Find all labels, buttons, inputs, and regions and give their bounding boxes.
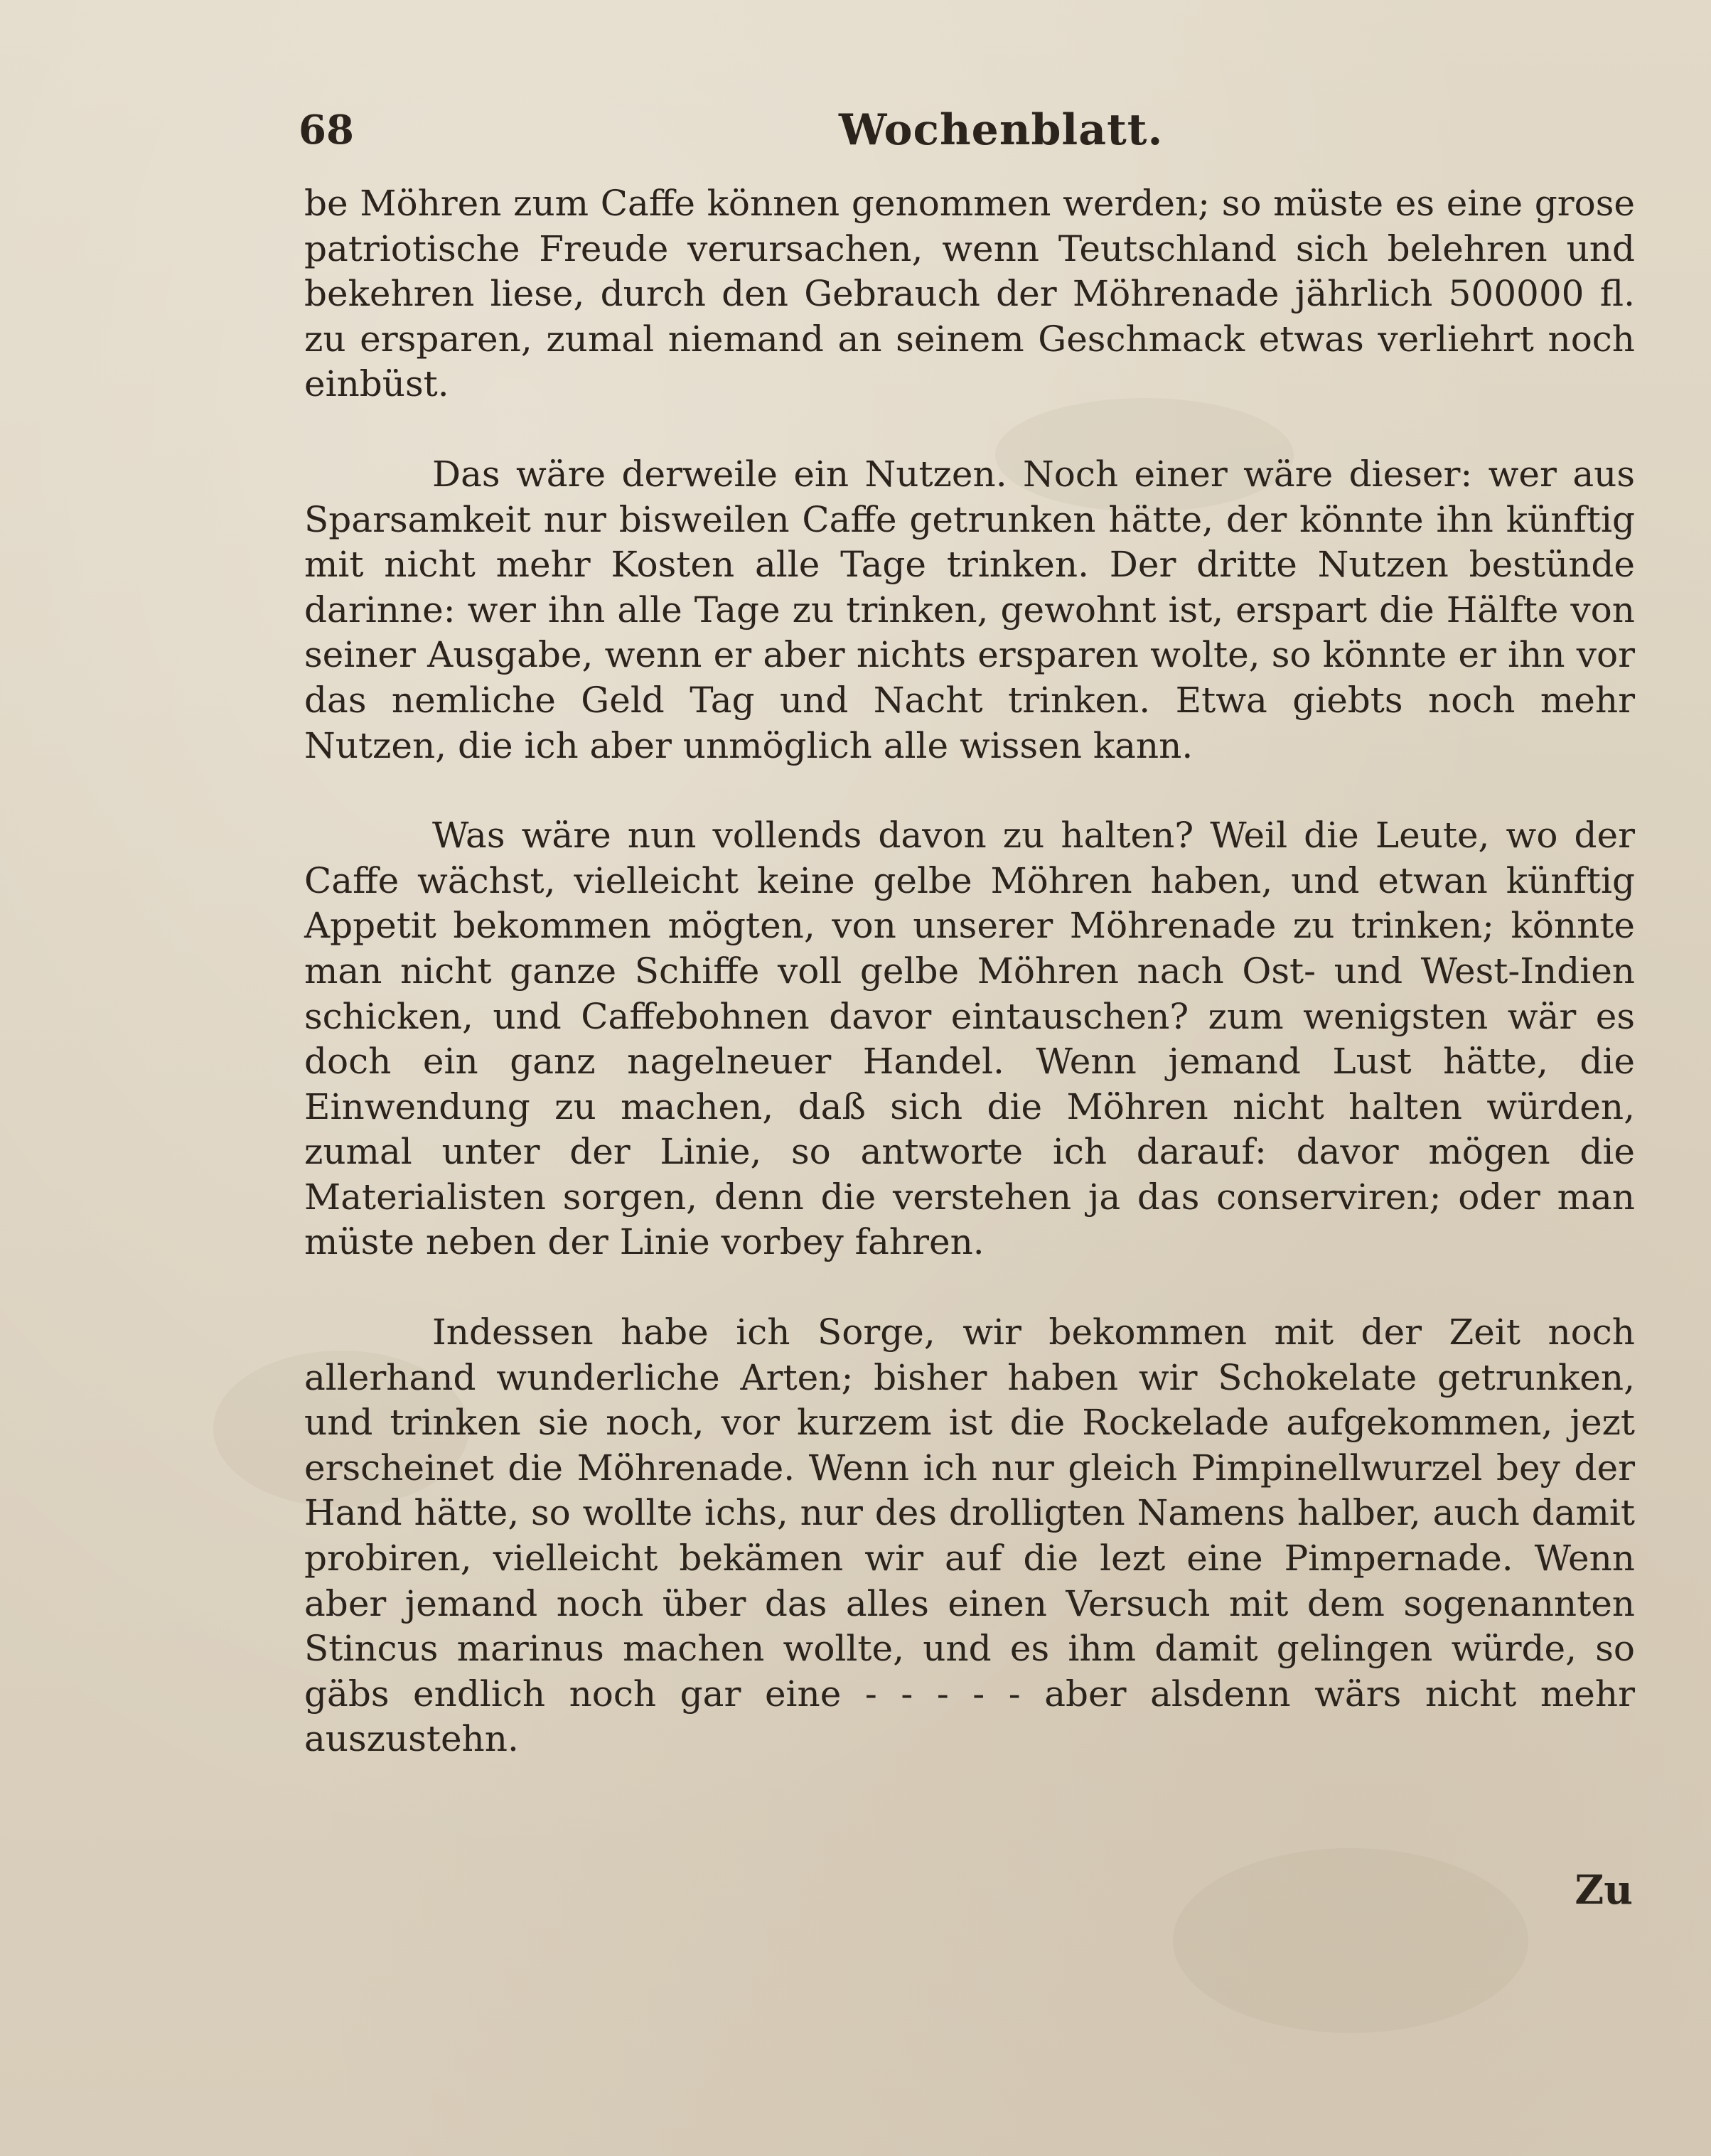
- paragraph-3: Was wäre nun vollends davon zu halten? Weil die Leute, wo der Caffe wächst, vielleicht keine gelbe Möhren haben, und etwan künftig Appetit bekommen mögten, von unserer Möhrenade zu trinken; könnte man nicht ganze Schiffe voll gelbe Möhren nach Ost- und West-Indien schicken, und Caffebohnen davor eintauschen? zum wenigsten wär es doch ein ganz nagelneuer Handel. Wenn jemand Lust hätte, die Einwendung zu machen, daß sich die Möhren nicht halten würden, zumal unter der Linie, so antworte ich darauf: davor mögen die Materialisten sorgen, denn die verstehen ja das conserviren; oder man müste neben der Linie vorbey fahren.: [304, 815, 1635, 1263]
- paper-stain: [1173, 1848, 1528, 2033]
- paragraph-2: Das wäre derweile ein Nutzen. Noch einer wäre dieser: wer aus Sparsamkeit nur bisweilen Caffe getrunken hätte, der könnte ihn künftig mit nicht mehr Kosten alle Tage trinken. Der dritte Nutzen bestünde darinne: wer ihn alle Tage zu trinken, gewohnt ist, erspart die Hälfte von seiner Ausgabe, wenn er aber nichts ersparen wolte, so könnte er ihn vor das nemliche Geld Tag und Nacht trinken. Etwa giebts noch mehr Nutzen, die ich aber unmöglich alle wissen kann.: [304, 453, 1635, 766]
- body-text: [304, 181, 1635, 1762]
- header-title: Wochenblatt.: [839, 105, 1164, 155]
- catchword: Zu: [1575, 1867, 1633, 1914]
- paragraph-gap: [304, 768, 1635, 813]
- paragraph-gap: [304, 407, 1635, 452]
- paragraph-1: be Möhren zum Caffe können genommen werden; so müste es eine grose patriotische Freude verursachen, wenn Teutschland sich belehren und bekehren liese, durch den Gebrauch der Möhrenade jährlich 500000 fl. zu ersparen, zumal niemand an seinem Geschmack etwas verliehrt noch einbüst.: [304, 183, 1635, 405]
- paragraph-4: Indessen habe ich Sorge, wir bekommen mit der Zeit noch allerhand wunderliche Arten; bisher haben wir Schokelate getrunken, und trinken sie noch, vor kurzem ist die Rockelade aufgekommen, jezt erscheinet die Möhrenade. Wenn ich nur gleich Pimpinellwurzel bey der Hand hätte, so wollte ichs, nur des drolligten Namens halber, auch damit probiren, vielleicht bekämen wir auf die lezt eine Pimpernade. Wenn aber jemand noch über das alles einen Versuch mit dem sogenannten Stincus marinus machen wollte, und es ihm damit gelingen würde, so gäbs endlich noch gar eine - - - - - aber alsdenn wärs nicht mehr auszustehn.: [304, 1312, 1635, 1760]
- running-head: [299, 98, 1635, 162]
- page-number: 68: [299, 107, 354, 154]
- paragraph-gap: [304, 1265, 1635, 1310]
